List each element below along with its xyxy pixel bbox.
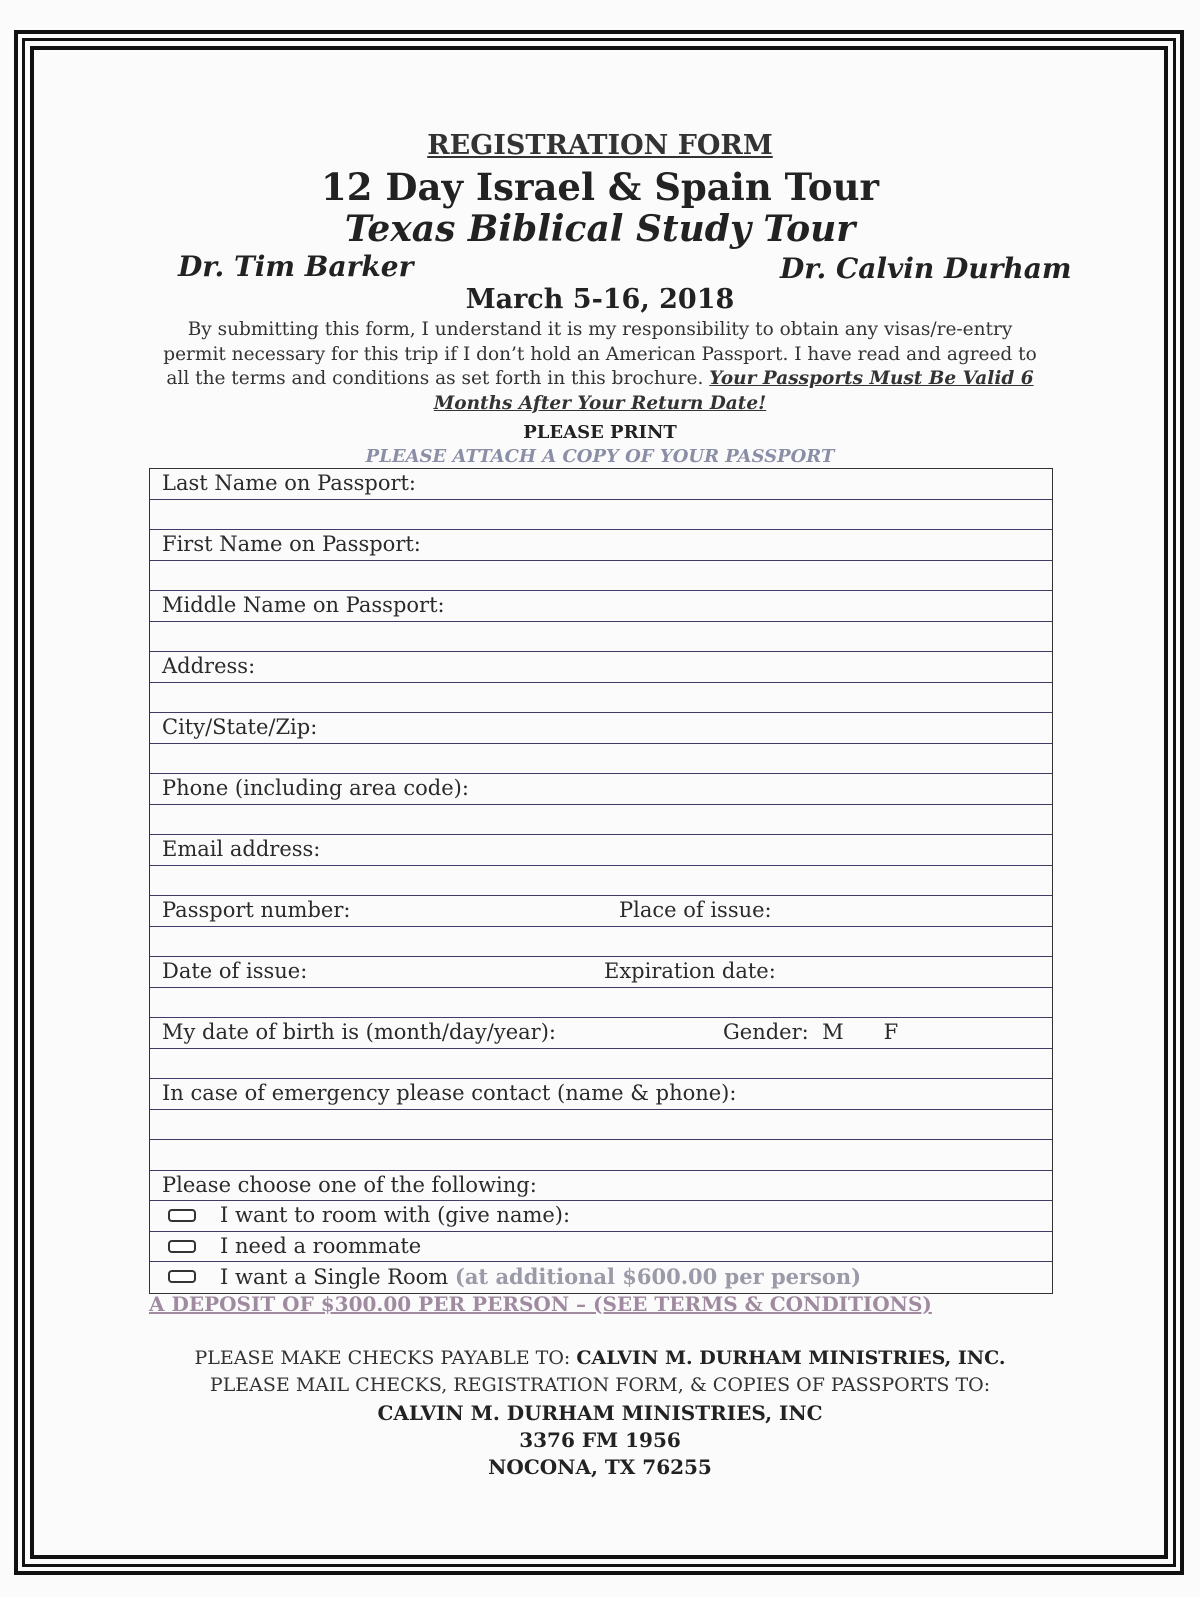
mail-instructions: PLEASE MAIL CHECKS, REGISTRATION FORM, & COPIES OF PASSPORTS TO: [209, 1374, 991, 1396]
emergency-contact-field-2[interactable] [150, 1140, 1052, 1171]
middle-name-label-row [150, 591, 1052, 622]
middle-name-field[interactable] [150, 622, 1052, 653]
checks-payable-name: CALVIN M. DURHAM MINISTRIES, INC. [576, 1347, 1006, 1369]
checks-payable-prefix: PLEASE MAKE CHECKS PAYABLE TO: [194, 1347, 571, 1369]
leader-left: Dr. Tim Barker [178, 250, 414, 283]
emergency-label-row [150, 1079, 1052, 1110]
last-name-field[interactable] [150, 500, 1052, 531]
mail-street: 3376 FM 1956 [519, 1428, 681, 1452]
need-roommate-checkbox[interactable] [168, 1240, 196, 1253]
email-label: Email address: [162, 837, 321, 861]
disclaimer-text: By submitting this form, I understand it is my responsibility to obtain any visas/re-entry permit necessary for this trip if I don’t hold an American Passport. I have read and agreed to all the terms and conditions as set forth in this brochure. [163, 319, 1037, 389]
tour-title: 12 Day Israel & Spain Tour [321, 165, 879, 209]
room-choice-label: Please choose one of the following: [162, 1172, 537, 1197]
place-of-issue-label: Place of issue: [619, 898, 772, 922]
city-state-zip-label-row [150, 713, 1052, 744]
form-title: REGISTRATION FORM [427, 130, 773, 161]
need-roommate-label: I need a roommate [220, 1233, 422, 1258]
expiration-date-label: Expiration date: [604, 959, 776, 983]
address-label: Address: [162, 654, 256, 678]
phone-label-row [150, 774, 1052, 805]
room-with-checkbox[interactable] [168, 1209, 196, 1222]
mail-org: CALVIN M. DURHAM MINISTRIES, INC [377, 1401, 823, 1425]
last-name-label: Last Name on Passport: [162, 471, 417, 495]
email-label-row [150, 835, 1052, 866]
checks-payable-line [0, 1347, 1200, 1369]
city-state-zip-field[interactable] [150, 744, 1052, 775]
leader-right: Dr. Calvin Durham [780, 252, 1072, 285]
address-field[interactable] [150, 683, 1052, 714]
single-room-label [220, 1264, 861, 1289]
date-of-issue-label: Date of issue: [162, 959, 308, 983]
option-room-with[interactable] [150, 1201, 1052, 1232]
email-field[interactable] [150, 866, 1052, 897]
dob-label: My date of birth is (month/day/year): [162, 1020, 556, 1044]
single-room-text: I want a Single Room [220, 1265, 449, 1289]
mail-city: NOCONA, TX 76255 [488, 1455, 712, 1479]
passport-label-row [150, 896, 1052, 927]
single-room-checkbox[interactable] [168, 1270, 196, 1283]
issue-date-field[interactable] [150, 988, 1052, 1019]
registration-form-table [149, 468, 1053, 1294]
room-choice-label-row [150, 1171, 1052, 1202]
address-label-row [150, 652, 1052, 683]
option-single-room[interactable] [150, 1262, 1052, 1293]
gender-label[interactable]: Gender: M F [723, 1020, 899, 1044]
single-room-surcharge: (at additional $600.00 per person) [454, 1264, 862, 1289]
phone-field[interactable] [150, 805, 1052, 836]
disclaimer [160, 318, 1040, 416]
last-name-label-row [150, 469, 1052, 500]
dob-label-row [150, 1018, 1052, 1049]
first-name-label-row [150, 530, 1052, 561]
emergency-contact-label: In case of emergency please contact (name & phone): [162, 1081, 737, 1105]
middle-name-label: Middle Name on Passport: [162, 593, 445, 617]
issue-date-label-row [150, 957, 1052, 988]
emergency-contact-field-1[interactable] [150, 1110, 1052, 1141]
tour-dates: March 5-16, 2018 [465, 284, 735, 315]
first-name-field[interactable] [150, 561, 1052, 592]
attach-passport-note: PLEASE ATTACH A COPY OF YOUR PASSPORT [365, 446, 835, 467]
phone-label: Phone (including area code): [162, 776, 469, 800]
tour-subtitle: Texas Biblical Study Tour [344, 208, 856, 250]
please-print: PLEASE PRINT [523, 422, 677, 443]
option-need-roommate[interactable] [150, 1232, 1052, 1263]
dob-field[interactable] [150, 1049, 1052, 1080]
passport-validity-note: Your Passports Must Be Valid 6 Months After Your Return Date! [433, 368, 1034, 414]
first-name-label: First Name on Passport: [162, 532, 421, 556]
passport-number-label: Passport number: [162, 898, 351, 922]
room-with-label: I want to room with (give name): [220, 1203, 571, 1227]
passport-field[interactable] [150, 927, 1052, 958]
city-state-zip-label: City/State/Zip: [162, 715, 318, 739]
deposit-note: A DEPOSIT OF $300.00 PER PERSON – (SEE TERMS & CONDITIONS) [149, 1292, 932, 1316]
